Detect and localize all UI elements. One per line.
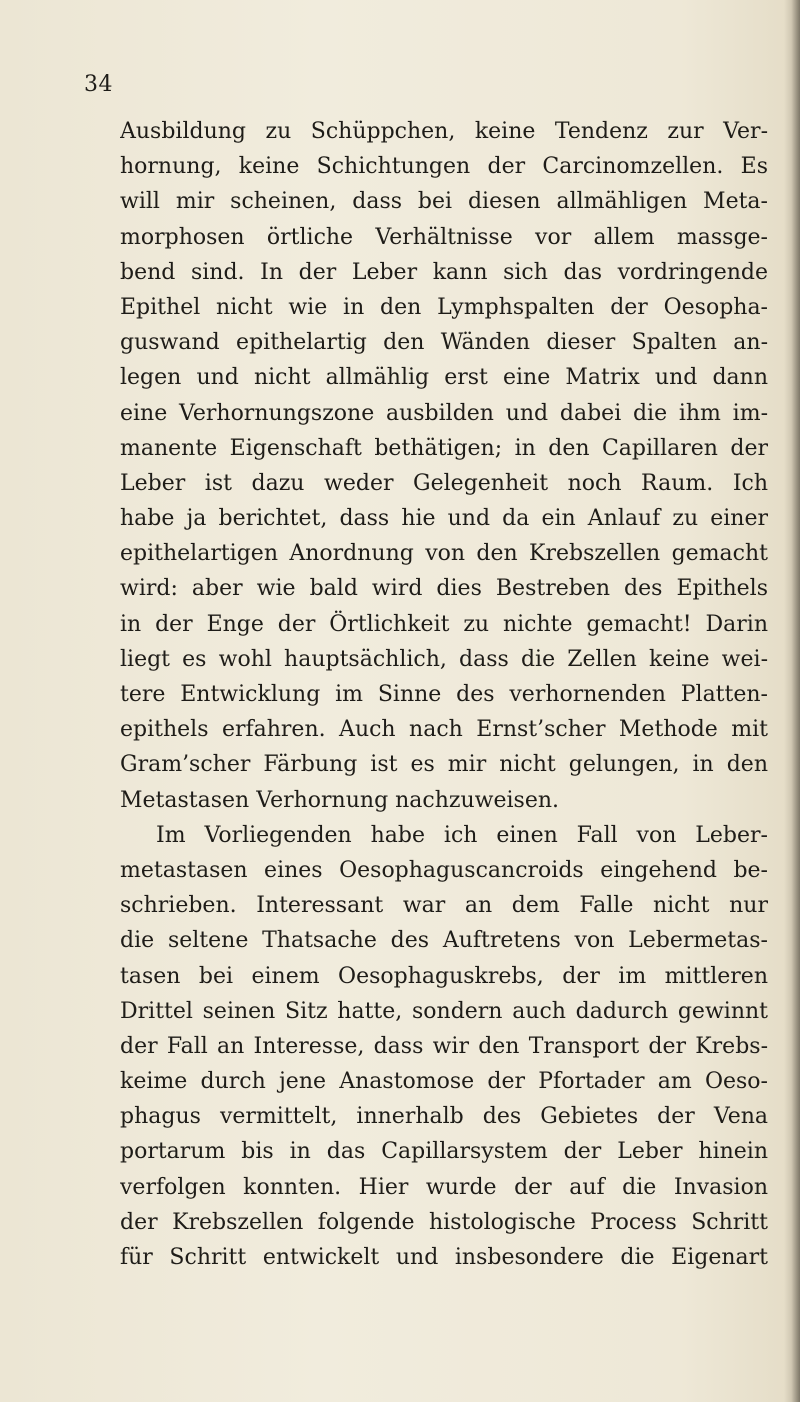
text-line: eine Verhornungszone ausbilden und dabei die ihm im-	[120, 400, 768, 426]
text-line: hornung, keine Schichtungen der Carcinomzellen. Es	[120, 154, 768, 180]
page-binding-edge	[784, 0, 800, 1402]
text-line: Metastasen Verhornung nachzuweisen.	[120, 787, 560, 813]
text-line: guswand epithelartig den Wänden dieser Spalten an-	[120, 330, 768, 356]
text-line: verfolgen konnten. Hier wurde der auf die Invasion	[120, 1174, 768, 1200]
text-line: Drittel seinen Sitz hatte, sondern auch dadurch gewinnt	[120, 998, 768, 1024]
text-line: schrieben. Interessant war an dem Falle nicht nur	[120, 893, 768, 919]
text-line: manente Eigenschaft bethätigen; in den Capillaren der	[120, 435, 768, 461]
text-line: Gram’scher Färbung ist es mir nicht gelungen, in den	[120, 752, 768, 778]
page-number: 34	[84, 72, 113, 97]
paragraph-first-line: Im Vorliegenden habe ich einen Fall von Leber-	[156, 822, 768, 848]
text-line: Epithel nicht wie in den Lymphspalten der Oesopha-	[120, 294, 768, 320]
text-line: tasen bei einem Oesophaguskrebs, der im mittleren	[120, 963, 768, 989]
text-line: wird: aber wie bald wird dies Bestreben des Epithels	[120, 576, 768, 602]
text-line: in der Enge der Örtlichkeit zu nichte gemacht! Darin	[120, 611, 768, 637]
text-line: tere Entwicklung im Sinne des verhornenden Platten-	[120, 682, 768, 707]
text-line: portarum bis in das Capillarsystem der Leber hinein	[120, 1139, 768, 1165]
text-line: morphosen örtliche Verhältnisse vor allem massge-	[120, 224, 768, 250]
text-line: liegt es wohl hauptsächlich, dass die Zellen keine wei-	[120, 646, 768, 672]
text-line: legen und nicht allmählig erst eine Matrix und dann	[120, 365, 768, 391]
text-line: habe ja berichtet, dass hie und da ein Anlauf zu einer	[120, 506, 768, 532]
text-line: Ausbildung zu Schüppchen, keine Tendenz zur Ver-	[120, 119, 768, 144]
text-line: der Krebszellen folgende histologische Process Schritt	[120, 1209, 768, 1235]
text-line: für Schritt entwickelt und insbesondere die Eigenart	[120, 1245, 768, 1270]
text-line: will mir scheinen, dass bei diesen allmähligen Meta-	[120, 189, 768, 215]
body-text	[120, 114, 768, 1275]
text-line: die seltene Thatsache des Auftretens von Lebermetas-	[120, 928, 768, 954]
text-line: der Fall an Interesse, dass wir den Transport der Krebs-	[120, 1033, 768, 1059]
text-line: epithelartigen Anordnung von den Krebszellen gemacht	[120, 541, 768, 567]
text-line: keime durch jene Anastomose der Pfortader am Oeso-	[120, 1069, 768, 1095]
text-line: metastasen eines Oesophaguscancroids eingehend be-	[120, 857, 768, 883]
text-line: Leber ist dazu weder Gelegenheit noch Raum. Ich	[120, 470, 768, 496]
text-line: bend sind. In der Leber kann sich das vordringende	[120, 259, 768, 285]
text-line: phagus vermittelt, innerhalb des Gebietes der Vena	[120, 1104, 768, 1130]
text-line: epithels erfahren. Auch nach Ernst’scher Methode mit	[120, 717, 768, 743]
